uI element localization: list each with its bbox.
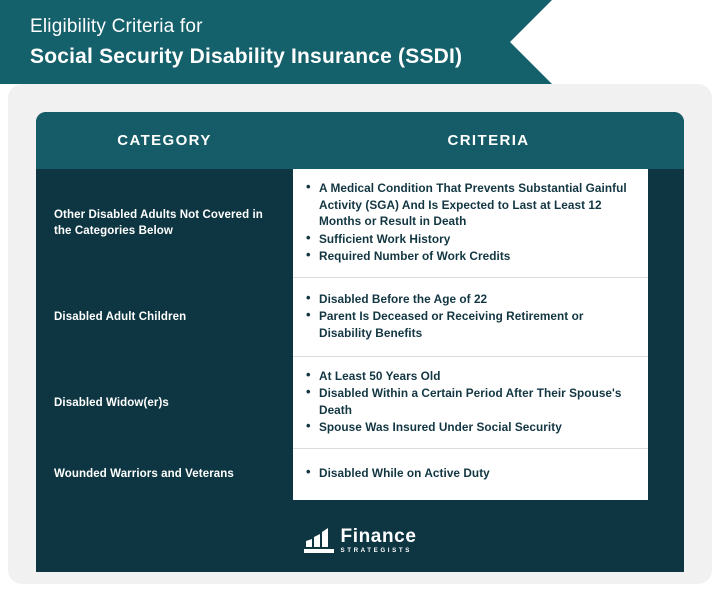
- cell-criteria: [293, 449, 648, 500]
- list-item: • Required Number of Work Credits: [319, 248, 632, 265]
- cell-category: Disabled Adult Children: [54, 311, 187, 323]
- list-item: • Parent Is Deceased or Receiving Retirement or Disability Benefits: [319, 308, 632, 341]
- list-item: • Disabled While on Active Duty: [319, 465, 490, 482]
- table-row: [36, 278, 684, 357]
- column-header-category: CATEGORY: [117, 132, 212, 149]
- column-header-criteria: CRITERIA: [447, 132, 530, 149]
- logo-primary-text: Finance: [340, 525, 417, 547]
- list-item: • Disabled Within a Certain Period After Their Spouse's Death: [319, 385, 632, 418]
- table-header-row: [36, 112, 684, 169]
- table-row: [36, 449, 684, 500]
- header-banner: [0, 0, 510, 84]
- cell-criteria: [293, 357, 648, 449]
- list-item: • Spouse Was Insured Under Social Security: [319, 419, 632, 436]
- criteria-list: [299, 180, 632, 266]
- header-title: Social Security Disability Insurance (SSDI): [30, 45, 463, 68]
- list-item: • A Medical Condition That Prevents Substantial Gainful Activity (SGA) And Is Expected to Last at Least 12 Months or Result in Death: [319, 180, 632, 230]
- criteria-table-card: [36, 112, 684, 572]
- cell-criteria: [293, 169, 648, 278]
- list-item: • Disabled Before the Age of 22: [319, 291, 632, 308]
- criteria-list: [299, 368, 632, 437]
- table-row: [36, 357, 684, 449]
- list-item: • At Least 50 Years Old: [319, 368, 632, 385]
- criteria-list: [299, 465, 490, 483]
- cell-category: Disabled Widow(er)s: [54, 396, 169, 409]
- card-footer: [36, 500, 684, 573]
- logo-secondary-text: STRATEGISTS: [340, 546, 412, 554]
- bar-chart-icon: [304, 527, 334, 554]
- list-item: • Sufficient Work History: [319, 231, 632, 248]
- cell-criteria: [293, 278, 648, 357]
- table-row: [36, 169, 684, 278]
- brand-logo: [304, 527, 417, 554]
- logo-wordmark: [341, 527, 417, 554]
- header-subtitle: Eligibility Criteria for: [30, 16, 203, 37]
- cell-category: Wounded Warriors and Veterans: [54, 468, 234, 480]
- table-body: [36, 169, 684, 500]
- criteria-list: [299, 291, 632, 343]
- cell-category: Other Disabled Adults Not Covered in the Categories Below: [54, 209, 263, 238]
